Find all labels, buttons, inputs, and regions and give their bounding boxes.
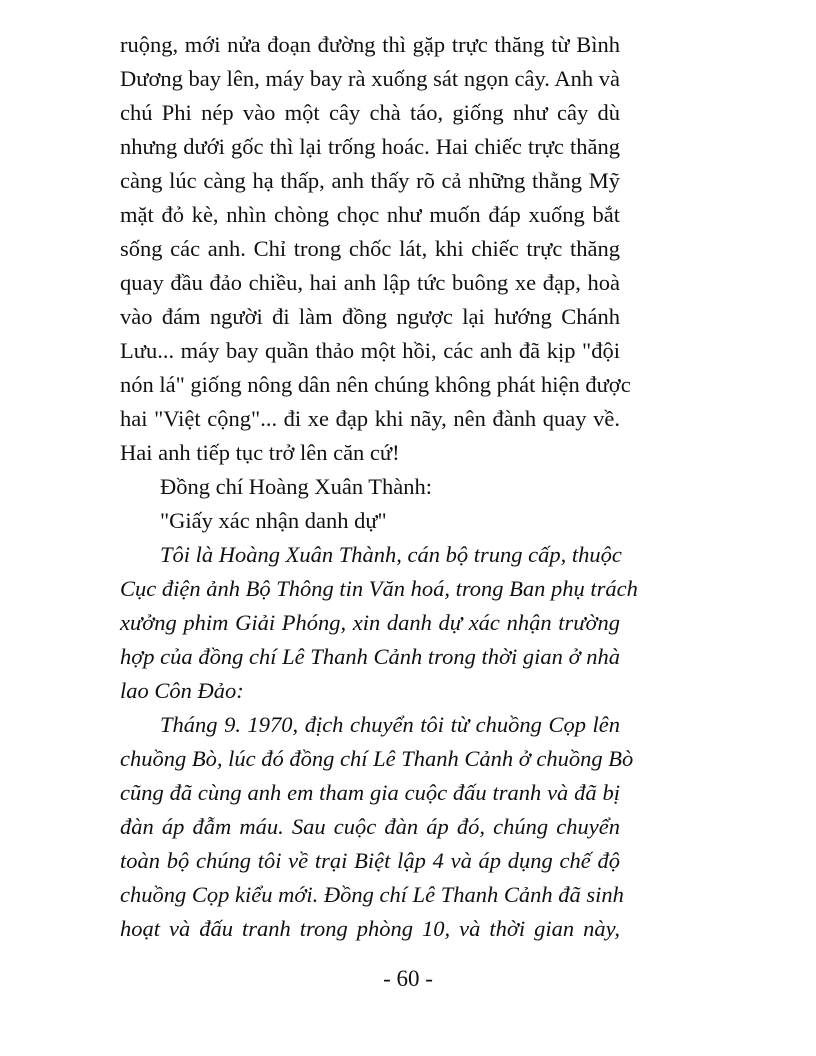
text-line: Lưu... máy bay quần thảo một hồi, các anh đã kịp "đội bbox=[120, 338, 620, 363]
text-line: Dương bay lên, máy bay rà xuống sát ngọn cây. Anh và bbox=[120, 66, 620, 91]
text-line: toàn bộ chúng tôi về trại Biệt lập 4 và áp dụng chế độ bbox=[120, 848, 620, 873]
text-line: xưởng phim Giải Phóng, xin danh dự xác nhận trường bbox=[120, 610, 620, 635]
text-line: vào đám người đi làm đồng ngược lại hướng Chánh bbox=[120, 304, 620, 329]
text-line: Hai anh tiếp tục trở lên căn cứ! bbox=[120, 440, 400, 465]
text-line: hoạt và đấu tranh trong phòng 10, và thời gian này, bbox=[120, 916, 620, 941]
text-line: ruộng, mới nửa đoạn đường thì gặp trực thăng từ Bình bbox=[120, 32, 620, 57]
text-line: quay đầu đảo chiều, hai anh lập tức buông xe đạp, hoà bbox=[120, 270, 620, 295]
text-line: Đồng chí Hoàng Xuân Thành: bbox=[160, 474, 433, 499]
text-line: chú Phi nép vào một cây chà táo, giống như cây dù bbox=[120, 100, 620, 125]
text-line: Cục điện ảnh Bộ Thông tin Văn hoá, trong Ban phụ trách bbox=[120, 576, 638, 601]
page-body bbox=[120, 28, 638, 946]
text-line: "Giấy xác nhận danh dự" bbox=[160, 508, 387, 533]
text-line: Tháng 9. 1970, địch chuyển tôi từ chuồng Cọp lên bbox=[160, 712, 620, 737]
text-line: đàn áp đẫm máu. Sau cuộc đàn áp đó, chúng chuyển bbox=[120, 814, 620, 839]
text-line: sống các anh. Chỉ trong chốc lát, khi chiếc trực thăng bbox=[120, 236, 620, 261]
text-line: chuồng Bò, lúc đó đồng chí Lê Thanh Cảnh ở chuồng Bò bbox=[120, 746, 634, 771]
text-line: hai "Việt cộng"... đi xe đạp khi nãy, nên đành quay về. bbox=[120, 406, 620, 431]
text-line: càng lúc càng hạ thấp, anh thấy rõ cả những thằng Mỹ bbox=[120, 168, 620, 193]
text-line: chuồng Cọp kiểu mới. Đồng chí Lê Thanh Cảnh đã sinh bbox=[120, 882, 624, 907]
text-line: lao Côn Đảo: bbox=[120, 678, 244, 703]
page-number: - 60 - bbox=[383, 966, 433, 991]
text-line: cũng đã cùng anh em tham gia cuộc đấu tranh và đã bị bbox=[120, 780, 620, 805]
text-line: nhưng dưới gốc thì lại trống hoác. Hai chiếc trực thăng bbox=[120, 134, 620, 159]
text-line: mặt đỏ kè, nhìn chòng chọc như muốn đáp xuống bắt bbox=[120, 202, 620, 227]
text-line: Tôi là Hoàng Xuân Thành, cán bộ trung cấp, thuộc bbox=[160, 542, 622, 567]
text-line: nón lá" giống nông dân nên chúng không phát hiện được bbox=[120, 372, 631, 397]
text-line: hợp của đồng chí Lê Thanh Cảnh trong thời gian ở nhà bbox=[120, 644, 620, 669]
